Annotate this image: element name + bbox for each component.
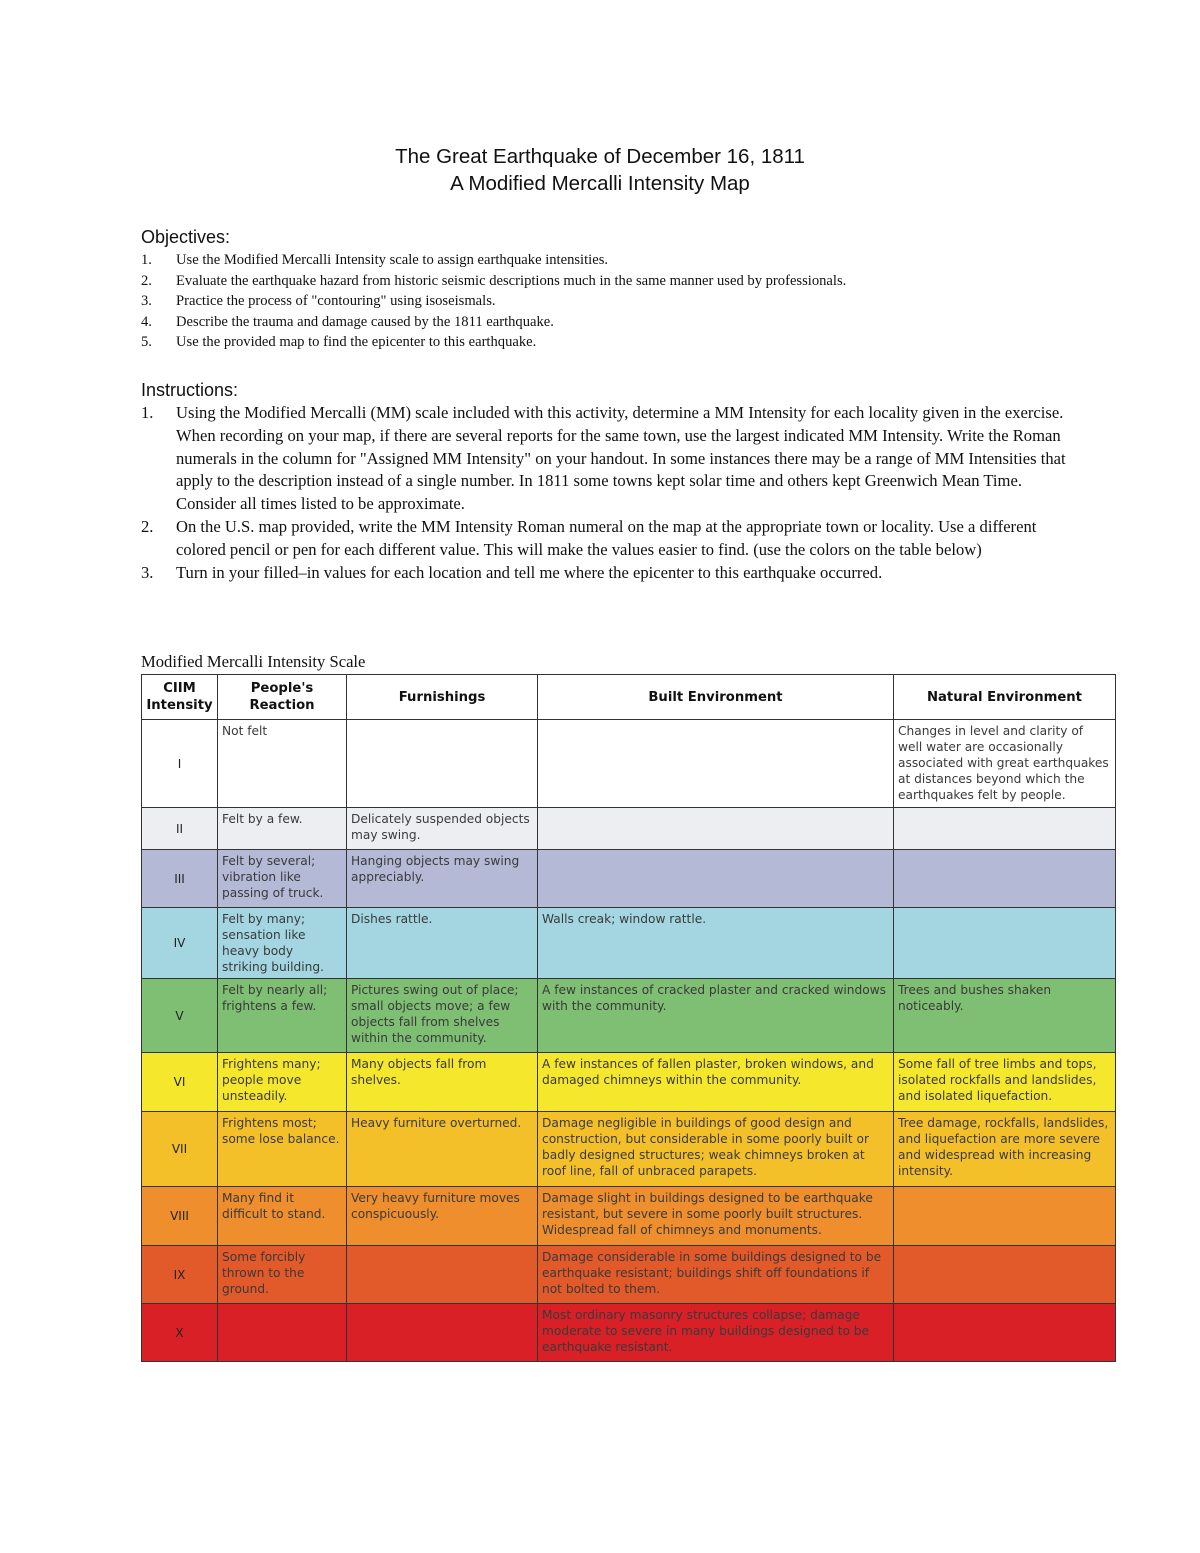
table-row — [142, 808, 1116, 850]
natural-environment-cell: Changes in level and clarity of well water are occasionally associated with great earthquakes at distances beyond which the earthquakes felt by people. — [894, 720, 1116, 808]
item-text: Turn in your filled–in values for each location and tell me where the epicenter to this earthquake occurred. — [176, 562, 883, 582]
built-environment-cell: Damage negligible in buildings of good design and construction, but considerable in some poorly built or badly designed structures; weak chimneys broken at roof line, fall of unbraced parapets. — [538, 1112, 894, 1187]
reaction-cell: Frightens many; people move unsteadily. — [218, 1053, 347, 1112]
objectives-list — [141, 250, 1101, 353]
built-environment-cell: Walls creak; window rattle. — [538, 908, 894, 979]
item-number: 1. — [141, 252, 152, 268]
built-environment-cell — [538, 850, 894, 908]
natural-environment-cell — [894, 908, 1116, 979]
instructions-list — [141, 402, 1071, 584]
built-environment-cell: A few instances of cracked plaster and cracked windows with the community. — [538, 979, 894, 1053]
document-title — [0, 143, 1200, 197]
built-environment-cell: A few instances of fallen plaster, broken windows, and damaged chimneys within the community. — [538, 1053, 894, 1112]
intensity-cell: I — [142, 720, 218, 808]
item-number: 5. — [141, 334, 152, 350]
reaction-cell: Felt by nearly all; frightens a few. — [218, 979, 347, 1053]
item-text: Practice the process of "contouring" using isoseismals. — [176, 293, 496, 309]
header-furnishings: Furnishings — [347, 675, 538, 720]
title-line-2: A Modified Mercalli Intensity Map — [450, 172, 750, 195]
furnishings-cell — [347, 720, 538, 808]
furnishings-cell: Hanging objects may swing appreciably. — [347, 850, 538, 908]
intensity-cell: II — [142, 808, 218, 850]
furnishings-cell: Delicately suspended objects may swing. — [347, 808, 538, 850]
natural-environment-cell: Tree damage, rockfalls, landslides, and liquefaction are more severe and widespread with increasing intensity. — [894, 1112, 1116, 1187]
table-row — [142, 850, 1116, 908]
furnishings-cell — [347, 1246, 538, 1304]
table-row — [142, 1304, 1116, 1362]
reaction-cell: Some forcibly thrown to the ground. — [218, 1246, 347, 1304]
objectives-heading: Objectives: — [141, 227, 231, 247]
built-environment-cell — [538, 808, 894, 850]
reaction-cell: Frightens most; some lose balance. — [218, 1112, 347, 1187]
built-environment-cell — [538, 720, 894, 808]
item-text: Use the Modified Mercalli Intensity scale to assign earthquake intensities. — [176, 252, 609, 268]
furnishings-cell: Heavy furniture overturned. — [347, 1112, 538, 1187]
mercalli-scale-table — [141, 674, 1116, 1362]
table-caption: Modified Mercalli Intensity Scale — [141, 652, 366, 671]
built-environment-cell: Damage considerable in some buildings designed to be earthquake resistant; buildings shift off foundations if not bolted to them. — [538, 1246, 894, 1304]
table-header-row — [142, 675, 1116, 720]
title-line-1: The Great Earthquake of December 16, 1811 — [395, 145, 805, 168]
intensity-cell: VII — [142, 1112, 218, 1187]
table-row — [142, 1246, 1116, 1304]
item-number: 2. — [141, 516, 154, 536]
header-intensity: CIIM Intensity — [142, 675, 218, 720]
intensity-cell: IX — [142, 1246, 218, 1304]
list-item — [141, 562, 1071, 585]
instructions-heading: Instructions: — [141, 380, 239, 400]
item-number: 3. — [141, 562, 154, 582]
item-number: 3. — [141, 293, 152, 309]
reaction-cell — [218, 1304, 347, 1362]
list-item — [141, 332, 1101, 353]
item-text: Evaluate the earthquake hazard from historic seismic descriptions much in the same manner used by professionals. — [176, 272, 847, 289]
natural-environment-cell: Some fall of tree limbs and tops, isolated rockfalls and landslides, and isolated liquefaction. — [894, 1053, 1116, 1112]
reaction-cell: Felt by several; vibration like passing of truck. — [218, 850, 347, 908]
list-item — [141, 291, 1101, 312]
intensity-cell: IV — [142, 908, 218, 979]
table-row — [142, 1112, 1116, 1187]
reaction-cell: Felt by a few. — [218, 808, 347, 850]
list-item — [141, 312, 1101, 333]
built-environment-cell: Damage slight in buildings designed to be earthquake resistant, but severe in some poorly built structures. Widespread fall of chimneys and monuments. — [538, 1187, 894, 1246]
reaction-cell: Many find it difficult to stand. — [218, 1187, 347, 1246]
list-item — [141, 516, 1071, 562]
furnishings-cell: Very heavy furniture moves conspicuously. — [347, 1187, 538, 1246]
item-number: 2. — [141, 272, 152, 289]
list-item — [141, 271, 1101, 292]
table-row — [142, 908, 1116, 979]
header-natural-environment: Natural Environment — [894, 675, 1116, 720]
intensity-cell: X — [142, 1304, 218, 1362]
natural-environment-cell — [894, 1304, 1116, 1362]
table-body — [142, 720, 1116, 1362]
furnishings-cell — [347, 1304, 538, 1362]
intensity-cell: VI — [142, 1053, 218, 1112]
table-row — [142, 720, 1116, 808]
table-row — [142, 1187, 1116, 1246]
furnishings-cell: Pictures swing out of place; small objects move; a few objects fall from shelves within the community. — [347, 979, 538, 1053]
intensity-cell: V — [142, 979, 218, 1053]
reaction-cell: Felt by many; sensation like heavy body striking building. — [218, 908, 347, 979]
item-text: Describe the trauma and damage caused by the 1811 earthquake. — [176, 313, 554, 330]
item-number: 1. — [141, 403, 154, 422]
natural-environment-cell — [894, 1246, 1116, 1304]
header-reaction: People's Reaction — [218, 675, 347, 720]
natural-environment-cell: Trees and bushes shaken noticeably. — [894, 979, 1116, 1053]
item-number: 4. — [141, 313, 152, 330]
intensity-cell: III — [142, 850, 218, 908]
natural-environment-cell — [894, 808, 1116, 850]
natural-environment-cell — [894, 1187, 1116, 1246]
natural-environment-cell — [894, 850, 1116, 908]
item-text: On the U.S. map provided, write the MM Intensity Roman numeral on the map at the appropriate town or locality. Use a different colored pencil or pen for each different value. This will make the values easier to find. (use the colors on the table below) — [176, 516, 1037, 559]
built-environment-cell: Most ordinary masonry structures collapse; damage moderate to severe in many buildings designed to be earthquake resistant. — [538, 1304, 894, 1362]
header-built-environment: Built Environment — [538, 675, 894, 720]
furnishings-cell: Dishes rattle. — [347, 908, 538, 979]
furnishings-cell: Many objects fall from shelves. — [347, 1053, 538, 1112]
item-text: Using the Modified Mercalli (MM) scale included with this activity, determine a MM Intensity for each locality given in the exercise. When recording on your map, if there are several reports for the same town, use the largest indicated MM Intensity. Write the Roman numerals in the column for "Assigned MM Intensity" on your handout. In some instances there may be a range of MM Intensities that apply to the description instead of a single number. In 1811 some towns kept solar time and others kept Greenwich Mean Time. Consider all times listed to be approximate. — [176, 403, 1066, 514]
list-item — [141, 402, 1071, 516]
table-row — [142, 1053, 1116, 1112]
table-row — [142, 979, 1116, 1053]
item-text: Use the provided map to find the epicenter to this earthquake. — [176, 334, 537, 350]
intensity-cell: VIII — [142, 1187, 218, 1246]
list-item — [141, 250, 1101, 271]
reaction-cell: Not felt — [218, 720, 347, 808]
